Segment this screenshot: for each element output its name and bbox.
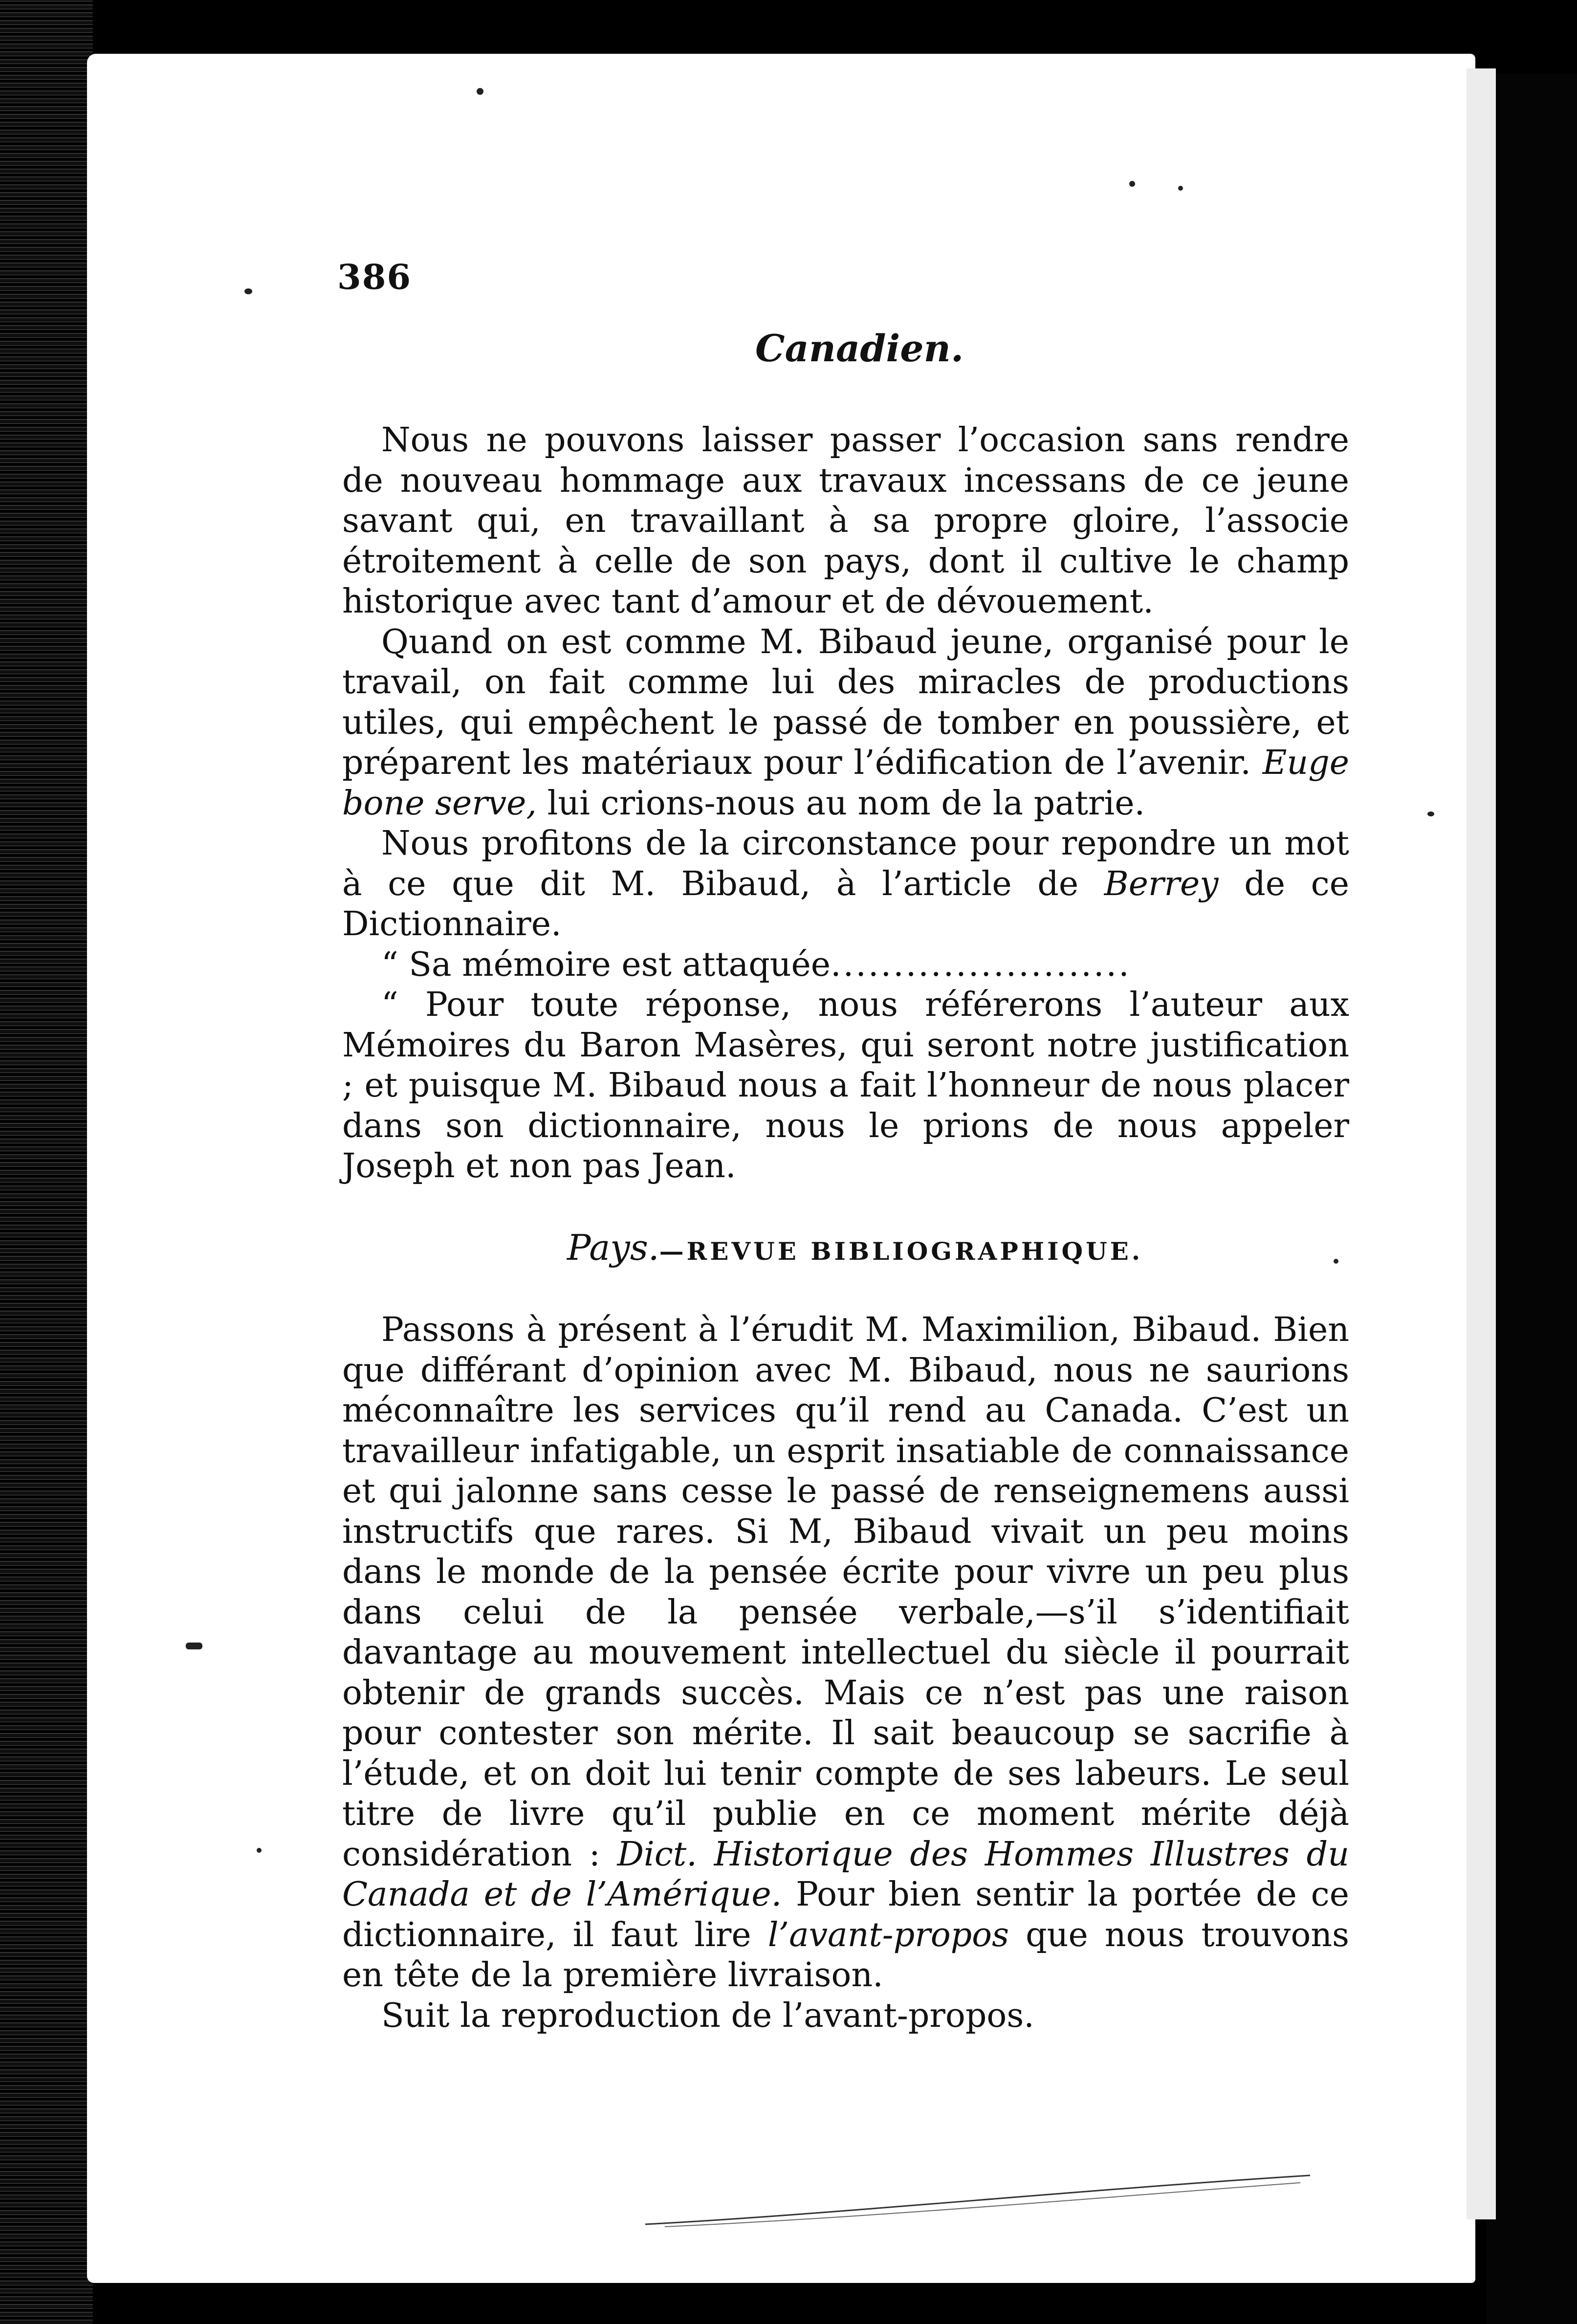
section-revue-body bbox=[342, 1310, 1349, 2036]
paragraph-text: Quand on est comme M. Bibaud jeune, organisé pour le travail, on fait comme lui des miracles de productions utiles, qui empêchent le passé de tomber en poussière, et préparent les matériaux pour l’édification de l’avenir. bbox=[342, 622, 1349, 782]
avant-propos-ref: l’avant-propos bbox=[767, 1915, 1009, 1954]
paragraph-text: lui crions-nous au nom de la patrie. bbox=[537, 784, 1145, 823]
quote-line bbox=[342, 945, 1349, 986]
scan-speck bbox=[1334, 1259, 1338, 1264]
paragraph: Suit la reproduction de l’avant-propos. bbox=[381, 1996, 1034, 2035]
running-header: Canadien. bbox=[755, 327, 964, 370]
paragraph-text: que nous trouvons en tête de la première livraison. bbox=[342, 1915, 1350, 1995]
article-name: Berrey bbox=[1104, 864, 1219, 903]
scan-speck bbox=[244, 288, 252, 294]
paragraph: Nous ne pouvons laisser passer l’occasion sans rendre de nouveau hommage aux travaux incessans de ce jeune savant qui, en travaillant à sa propre gloire, l’associe étroitement à celle de son pays, dont il cultive le champ historique avec tant d’amour et de dévouement. bbox=[342, 421, 1349, 621]
scan-speck bbox=[1129, 181, 1135, 187]
scan-speck bbox=[1427, 811, 1434, 816]
paragraph bbox=[342, 824, 1349, 945]
page-number: 386 bbox=[337, 257, 412, 297]
paragraph-text: Pour bien sentir la portée de ce dictionnaire, il faut lire bbox=[342, 1875, 1350, 1954]
section-heading bbox=[567, 1227, 1143, 1268]
section-heading-source: Pays. bbox=[567, 1227, 659, 1268]
scan-speck bbox=[477, 88, 483, 95]
scan-left-margin-noise bbox=[0, 0, 93, 2324]
paragraph bbox=[342, 1310, 1349, 1996]
scan-right-binding bbox=[1486, 73, 1577, 2324]
page-right-edge bbox=[1467, 68, 1496, 2219]
book-title: Dict. Historique des Hommes Illustres du Canada et de l’Amérique. bbox=[342, 1835, 1349, 1914]
paragraph-text: Nous profitons de la circonstance pour repondre un mot à ce que dit M. Bibaud, à l’article de bbox=[342, 824, 1349, 903]
paragraph: “ Pour toute réponse, nous référerons l’auteur aux Mémoires du Baron Masères, qui seront notre justification ; et puisque M. Bibaud nous a fait l’honneur de nous placer dans son dictionnaire, nous le prions de nous appeler Joseph et non pas Jean. bbox=[342, 986, 1349, 1185]
paragraph-text: de ce Dictionnaire. bbox=[342, 864, 1350, 943]
latin-phrase: Euge bone serve, bbox=[342, 744, 1349, 823]
leader-dots: ........................ bbox=[831, 945, 1131, 984]
scan-speck bbox=[1178, 186, 1183, 191]
paragraph-text: Passons à présent à l’érudit M. Maximilion, Bibaud. Bien que différant d’opinion avec M. Bibaud, nous ne saurions méconnaître les services qu’il rend au Canada. C’est un travailleur infatigable, un esprit insatiable de connaissance et qui jalonne sans cesse le passé de renseignemens aussi instructifs que rares. Si M, Bibaud vivait un peu moins dans le monde de la pensée écrite pour vivre un peu plus dans celui de la pensée verbale,—s’il s’identifiait davantage au mouvement intellectuel du siècle il pourrait obtenir de grands succès. Mais ce n’est pas une raison pour contester son mérite. Il sait beaucoup se sacrifie à l’étude, et on doit lui tenir compte de ses labeurs. Le seul titre de livre qu’il publie en ce moment mérite déjà considération : bbox=[342, 1311, 1349, 1874]
section-canadien-body bbox=[342, 420, 1349, 1187]
scan-speck bbox=[186, 1643, 202, 1649]
quote-text: “ Sa mémoire est attaquée bbox=[381, 945, 831, 984]
scan-speck bbox=[257, 1848, 262, 1853]
scan-pen-stroke bbox=[635, 2171, 1320, 2229]
paragraph bbox=[342, 622, 1349, 824]
section-heading-title: —REVUE BIBLIOGRAPHIQUE. bbox=[659, 1237, 1143, 1266]
